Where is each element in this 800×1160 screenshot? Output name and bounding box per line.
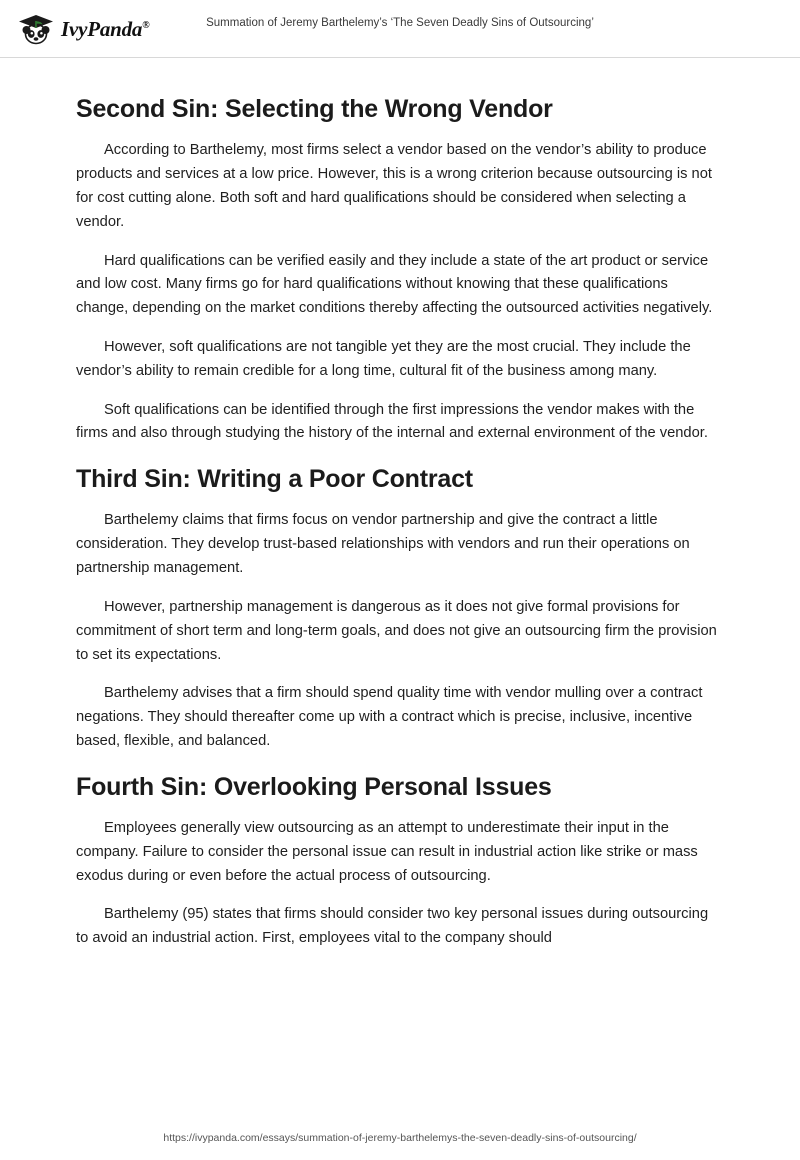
paragraph: Hard qualifications can be verified easily and they include a state of the art product or service and low cost. Many firms go for hard qualifications without knowing that these qualifications change, depending on the market conditions thereby affecting the outsourced activities negatively.	[76, 252, 713, 317]
paragraph: Barthelemy advises that a firm should spend quality time with vendor mulling over a contract negations. They should thereafter come up with a contract which is precise, inclusive, incentive based, flexible, and balanced.	[76, 685, 703, 749]
document-header-title: Summation of Jeremy Barthelemy’s ‘The Seven Deadly Sins of Outsourcing’	[206, 17, 594, 29]
page-header	[0, 0, 800, 58]
paragraph: Employees generally view outsourcing as an attempt to underestimate their input in the company. Failure to consider the personal issue can result in industrial action like strike or mass exodus during or even before the actual process of outsourcing.	[76, 820, 698, 884]
paragraph: However, soft qualifications are not tangible yet they are the most crucial. They include the vendor’s ability to remain credible for a long time, cultural fit of the business among many.	[76, 338, 691, 379]
paragraph: Barthelemy claims that firms focus on vendor partnership and give the contract a little consideration. They develop trust-based relationships with vendors and run their operations on partnership management.	[76, 512, 690, 577]
section-heading-third-sin: Third Sin: Writing a Poor Contract	[76, 465, 473, 494]
section-heading-fourth-sin: Fourth Sin: Overlooking Personal Issues	[76, 772, 552, 801]
source-url-link[interactable]: https://ivypanda.com/essays/summation-of-jeremy-barthelemys-the-seven-deadly-sins-of-outsourcing/	[163, 1132, 637, 1144]
paragraph: Barthelemy (95) states that firms should consider two key personal issues during outsourcing to avoid an industrial action. First, employees vital to the company should	[76, 906, 709, 947]
section-heading-second-sin: Second Sin: Selecting the Wrong Vendor	[76, 95, 553, 123]
page-footer	[0, 1128, 800, 1146]
paragraph: According to Barthelemy, most firms select a vendor based on the vendor’s ability to produce products and services at a low price. However, this is a wrong criterion because outsourcing is not for cost cutting alone. Both soft and hard qualifications should be considered when selecting a vendor.	[76, 142, 712, 230]
paragraph: Soft qualifications can be identified through the first impressions the vendor makes with the firms and also through studying the history of the internal and external environment of the vendor.	[76, 401, 708, 442]
brand-name: IvyPanda®	[61, 16, 150, 41]
paragraph: However, partnership management is dangerous as it does not give formal provisions for commitment of short term and long-term goals, and does not give an outsourcing firm the provision to set its expectations.	[76, 598, 717, 663]
document-body	[0, 58, 800, 951]
registered-mark: ®	[142, 19, 150, 31]
